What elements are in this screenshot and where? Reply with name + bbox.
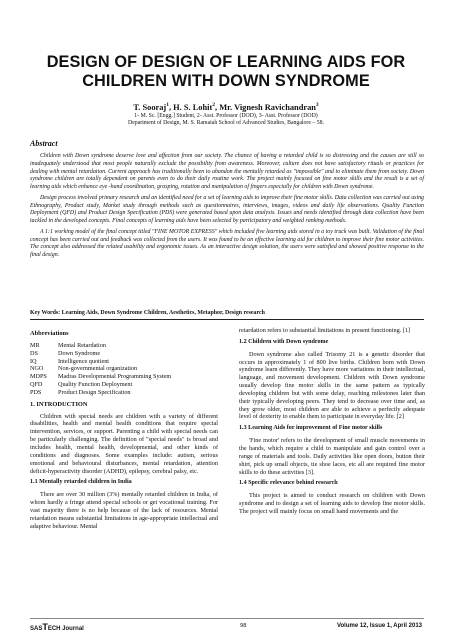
abbreviation-value: Non-governmental organization: [58, 365, 138, 373]
abbreviation-key: MR: [30, 341, 40, 349]
journal-name: [30, 622, 84, 632]
abbreviation-value: Down Syndrome: [58, 349, 101, 357]
section-1-2-heading: 1.2 Children with Down syndrome: [239, 338, 329, 345]
abbreviation-value: Mental Retardation: [58, 341, 106, 349]
author-list: [30, 100, 422, 113]
section-divider: [30, 319, 424, 320]
abbreviation-row: [30, 373, 171, 381]
journal-name-initial: T: [42, 622, 48, 632]
introduction-paragraph: Children with special needs are children with a variety of different disabilities, health and mental health conditions that require special intervention, services, or support. Parenting a child with special needs can be particularly challenging. The definition of "special needs" is broad and includes health, mental health, developmental, and other kinds of conditions and diagnoses. Some examples include: autism, serious emotional and behavioural disturbances, mental retardation, attention deficit-hyperactivity disorder (ADHD), epilepsy, cerebral palsy, etc.: [30, 412, 218, 475]
abstract-paragraph: Design process involved primary research and an identified need for a set of learning aids to improve their fine motor skills. Data collection was carried out using Ethnography, Product study, Market study through methods such as questionnaires, interviews, images, videos and daily life observations. Quality Function Deployment (QFD) and Product Design Specification (PDS) were generated based upon data analysis. Issues and needs identified through data collection have been tackled in the developed concepts. Final concepts of learning aids have been selected by participatory and weighted ranking methods.: [30, 194, 424, 224]
author-separator: ,: [215, 102, 220, 112]
abbreviation-row: [30, 365, 171, 373]
abbreviation-key: NGO: [30, 365, 44, 373]
abbreviation-row: [30, 381, 171, 389]
volume-info: Volume 12, Issue 1, April 2013: [336, 623, 422, 629]
section-1-3-heading: 1.3 Learning Aids for improvement of Fine motor skills: [239, 425, 383, 432]
right-column: [239, 327, 425, 520]
section-1-4-heading: 1.4 Specific relevance behind research: [239, 480, 338, 487]
affiliation: [20, 113, 432, 128]
abstract-heading: Abstract: [30, 139, 58, 148]
author-3-mark: 3: [315, 102, 319, 108]
author-1-mark: 1: [166, 102, 169, 108]
section-1-2-paragraph: Down syndrome also called Trisomy 21 is a genetic disorder that occurs in approximately 1 of 800 live births. Children born with Down syndrome learn differently. They have more variations in their intellectual, language, and movement development. Children with Down syndrome usually develop fine motor skills in the same pattern as typically developing children but with some delay, reaching milestones later than their typically developing peers. They tend to decrease over time and, as they grow older, most children are able to achieve a perfectly adequate level of dexterity to enable them to participate in everyday life. [2]: [239, 350, 425, 421]
keywords-text: Learning Aids, Down Syndrome Children, Aesthetics, Metaphor, Design research: [60, 310, 265, 316]
abstract-body: [30, 153, 424, 263]
introduction-heading: 1. INTRODUCTION: [30, 400, 88, 408]
abstract-paragraph: A 1:1 working model of the final concept titled "FINE MOTOR EXPRESS" which included five learning aids stored in a toy truck was built. Validation of the final concept has been carried out and feedback was collected from the users. It was found to be an effective learning aid for children to improve their fine motor activities. The concept also addressed the related usability and ergonomic issues. As an interactive design solution, the users were satisfied and showed positive response to the final design.: [30, 228, 424, 258]
abstract-paragraph: Children with Down syndrome deserve love and affection from our society. The chance of having a retarded child is so distressing and the causes are still so inadequately understood that most people naturally exclude the possibility from awareness. Moreover, culture does not have satisfactory rituals or practices for dealing with mental retardation. Current approach has traditionally been to abandon the mentally retarded as "impossible" and to eliminate them from society. Down syndrome children are totally dependent on parents even to do their daily routine work. The project mainly focused on fine motor skills and the result is a set of learning aids which enhance eye -hand coordination, grasping, rotation and manipulation of fingers especially for children with Down syndrome.: [30, 153, 424, 190]
abbreviation-value: Quality Function Deployment: [58, 381, 133, 389]
keywords-label: Key Words:: [30, 310, 61, 316]
title-line-2: CHILDREN WITH DOWN SYNDROME: [82, 72, 370, 90]
section-1-1-paragraph: There are over 30 million (3%) mentally retarded children in India, of whom hardly a fringe attend special schools or get vocational training. For vast majority there is no help because of the lack of resources. Mental retardation means substantial limitations in age-appropriate intellectual and adaptive behaviour. Mental: [30, 491, 218, 530]
abbreviations-heading: Abbreviations: [30, 330, 69, 337]
abbreviation-key: QFD: [30, 381, 43, 389]
abbreviation-value: Product Design Specification: [58, 388, 131, 396]
section-1-3-paragraph: 'Fine motor' refers to the development of small muscle movements in the hands, which require a child to manipulate and gain control over a range of materials and tools. Daily activities like open doors, button their shirt, pick up small objects, tie shoe laces, etc all are required fine motor skills to do these activities [3].: [239, 437, 425, 476]
title-line-1: DESIGN OF DESIGN OF LEARNING AIDS FOR: [46, 53, 406, 71]
abbreviation-row: [30, 358, 171, 366]
abbreviation-row: [30, 350, 171, 358]
abbreviations-table: [30, 342, 171, 397]
journal-name-part: ECH Journal: [47, 626, 84, 632]
left-column: [30, 330, 218, 534]
author-separator: ,: [168, 102, 174, 112]
abbreviation-key: PDS: [30, 388, 42, 396]
continued-paragraph: retardation refers to substantial limitations in present functioning. [1]: [239, 327, 410, 334]
keywords: [30, 310, 424, 318]
abbreviation-value: Intelligence quotient: [58, 357, 110, 365]
author-2: H. S. Lohit: [173, 102, 213, 112]
abbreviation-key: DS: [30, 349, 38, 357]
journal-name-part: SAS: [30, 626, 43, 632]
section-1-1-heading: 1.1 Mentally retarded children in India: [30, 479, 132, 486]
section-1-4-paragraph: This project is aimed to conduct research on children with Down syndrome and to design a set of learning aids to develop fine motor skills. The project will mainly focus on small hand movements and the: [239, 492, 425, 515]
author-2-mark: 2: [212, 102, 216, 108]
affiliation-line-1: 1- M. Sc. [Engg.] Student, 2- Asst. Professor (DOD), 3- Asst. Professor (DOD): [134, 113, 318, 119]
abbreviation-row: [30, 389, 171, 397]
abbreviation-key: MDPS: [30, 373, 47, 381]
author-1: T. Sooraj: [133, 102, 167, 112]
author-3: Mr. Vignesh Ravichandran: [219, 102, 316, 112]
paper-title: [40, 53, 412, 91]
abbreviation-row: [30, 342, 171, 350]
affiliation-line-2: Department of Design, M. S. Ramaiah School of Advanced Studies, Bangalore – 58.: [128, 120, 324, 127]
abbreviation-value: Madras Developmental Programming System: [58, 373, 172, 381]
page-number: 98: [240, 623, 247, 629]
page-footer: [30, 618, 424, 633]
abbreviation-key: IQ: [30, 357, 37, 365]
